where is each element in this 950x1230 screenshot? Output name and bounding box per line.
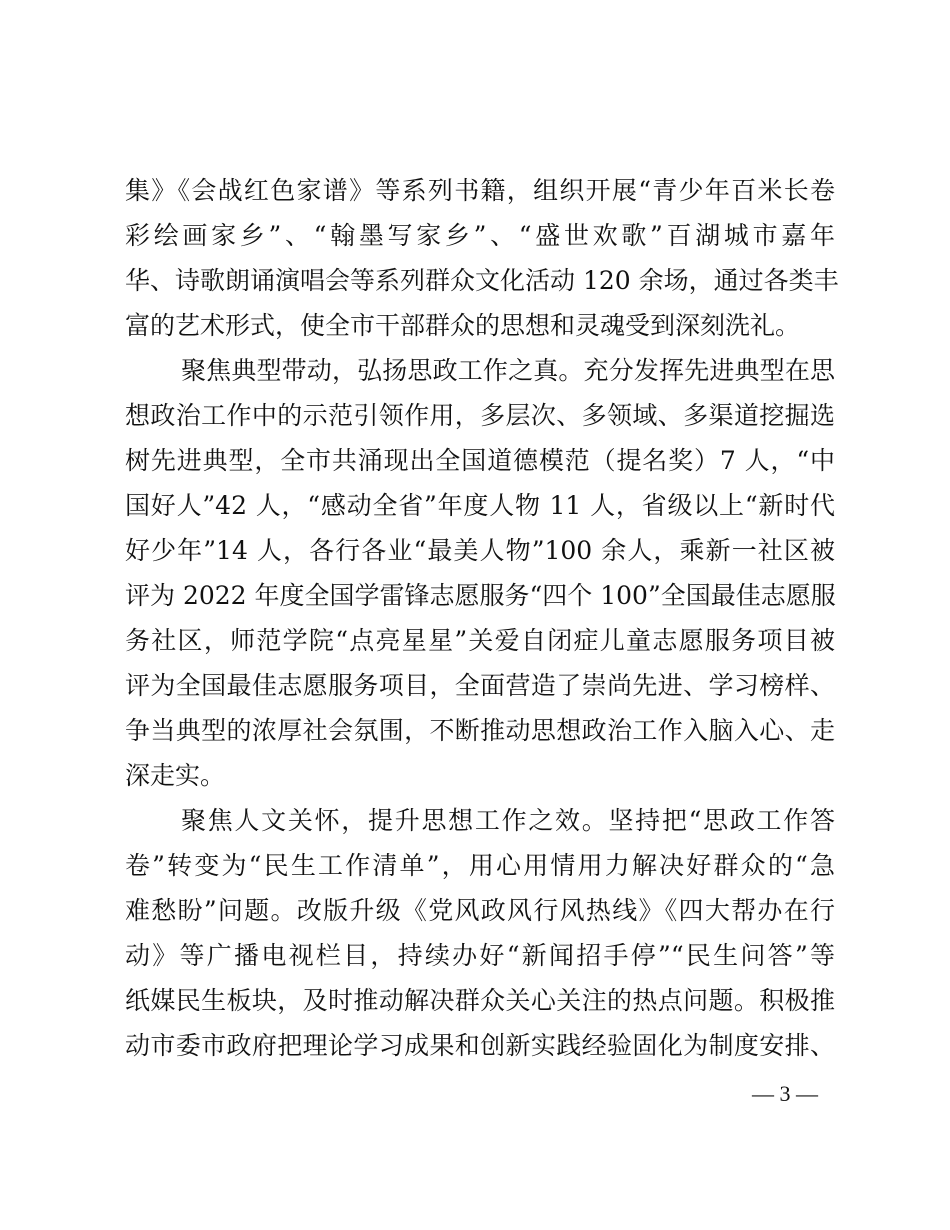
text-line: 深走实。 [125, 761, 226, 790]
paragraph-1 [125, 168, 839, 348]
text-line: 集》《会战红色家谱》等系列书籍，组织开展“青少年百米长卷 [125, 176, 835, 205]
text-line: 务社区，师范学院“点亮星星”关爱自闭症儿童志愿服务项目被 [125, 626, 835, 655]
text-line: 国好人”42 人，“感动全省”年度人物 11 人，省级以上“新时代 [125, 491, 835, 520]
paragraph-3 [125, 798, 835, 1068]
text-line: 富的艺术形式，使全市干部群众的思想和灵魂受到深刻洗礼。 [125, 311, 801, 340]
text-line: 好少年”14 人，各行各业“最美人物”100 余人，乘新一社区被 [125, 536, 835, 565]
text-line: 想政治工作中的示范引领作用，多层次、多领域、多渠道挖掘选 [125, 401, 835, 430]
page-number: — 3 — [752, 1081, 818, 1106]
text-line: 聚焦典型带动，弘扬思政工作之真。充分发挥先进典型在思 [181, 356, 835, 385]
text-line: 争当典型的浓厚社会氛围，不断推动思想政治工作入脑入心、走 [125, 716, 835, 745]
text-line: 评为全国最佳志愿服务项目，全面营造了崇尚先进、学习榜样、 [125, 671, 835, 700]
text-line: 卷”转变为“民生工作清单”，用心用情用力解决好群众的“急 [125, 851, 835, 880]
text-line: 树先进典型，全市共涌现出全国道德模范（提名奖）7 人，“中 [125, 446, 835, 475]
text-line: 动市委市政府把理论学习成果和创新实践经验固化为制度安排、 [125, 1031, 835, 1060]
text-line: 纸媒民生板块，及时推动解决群众关心关注的热点问题。积极推 [125, 986, 835, 1015]
paragraph-2 [125, 348, 835, 798]
text-line: 聚焦人文关怀，提升思想工作之效。坚持把“思政工作答 [181, 806, 835, 835]
text-line: 动》等广播电视栏目，持续办好“新闻招手停”“民生问答”等 [125, 941, 835, 970]
text-line: 华、诗歌朗诵演唱会等系列群众文化活动 120 余场，通过各类丰 [125, 266, 839, 295]
text-line: 彩绘画家乡”、“翰墨写家乡”、“盛世欢歌”百湖城市嘉年 [125, 221, 835, 250]
text-line: 评为 2022 年度全国学雷锋志愿服务“四个 100”全国最佳志愿服 [125, 581, 836, 610]
body-text [125, 168, 839, 1068]
text-line: 难愁盼”问题。改版升级《党风政风行风热线》《四大帮办在行 [125, 896, 835, 925]
